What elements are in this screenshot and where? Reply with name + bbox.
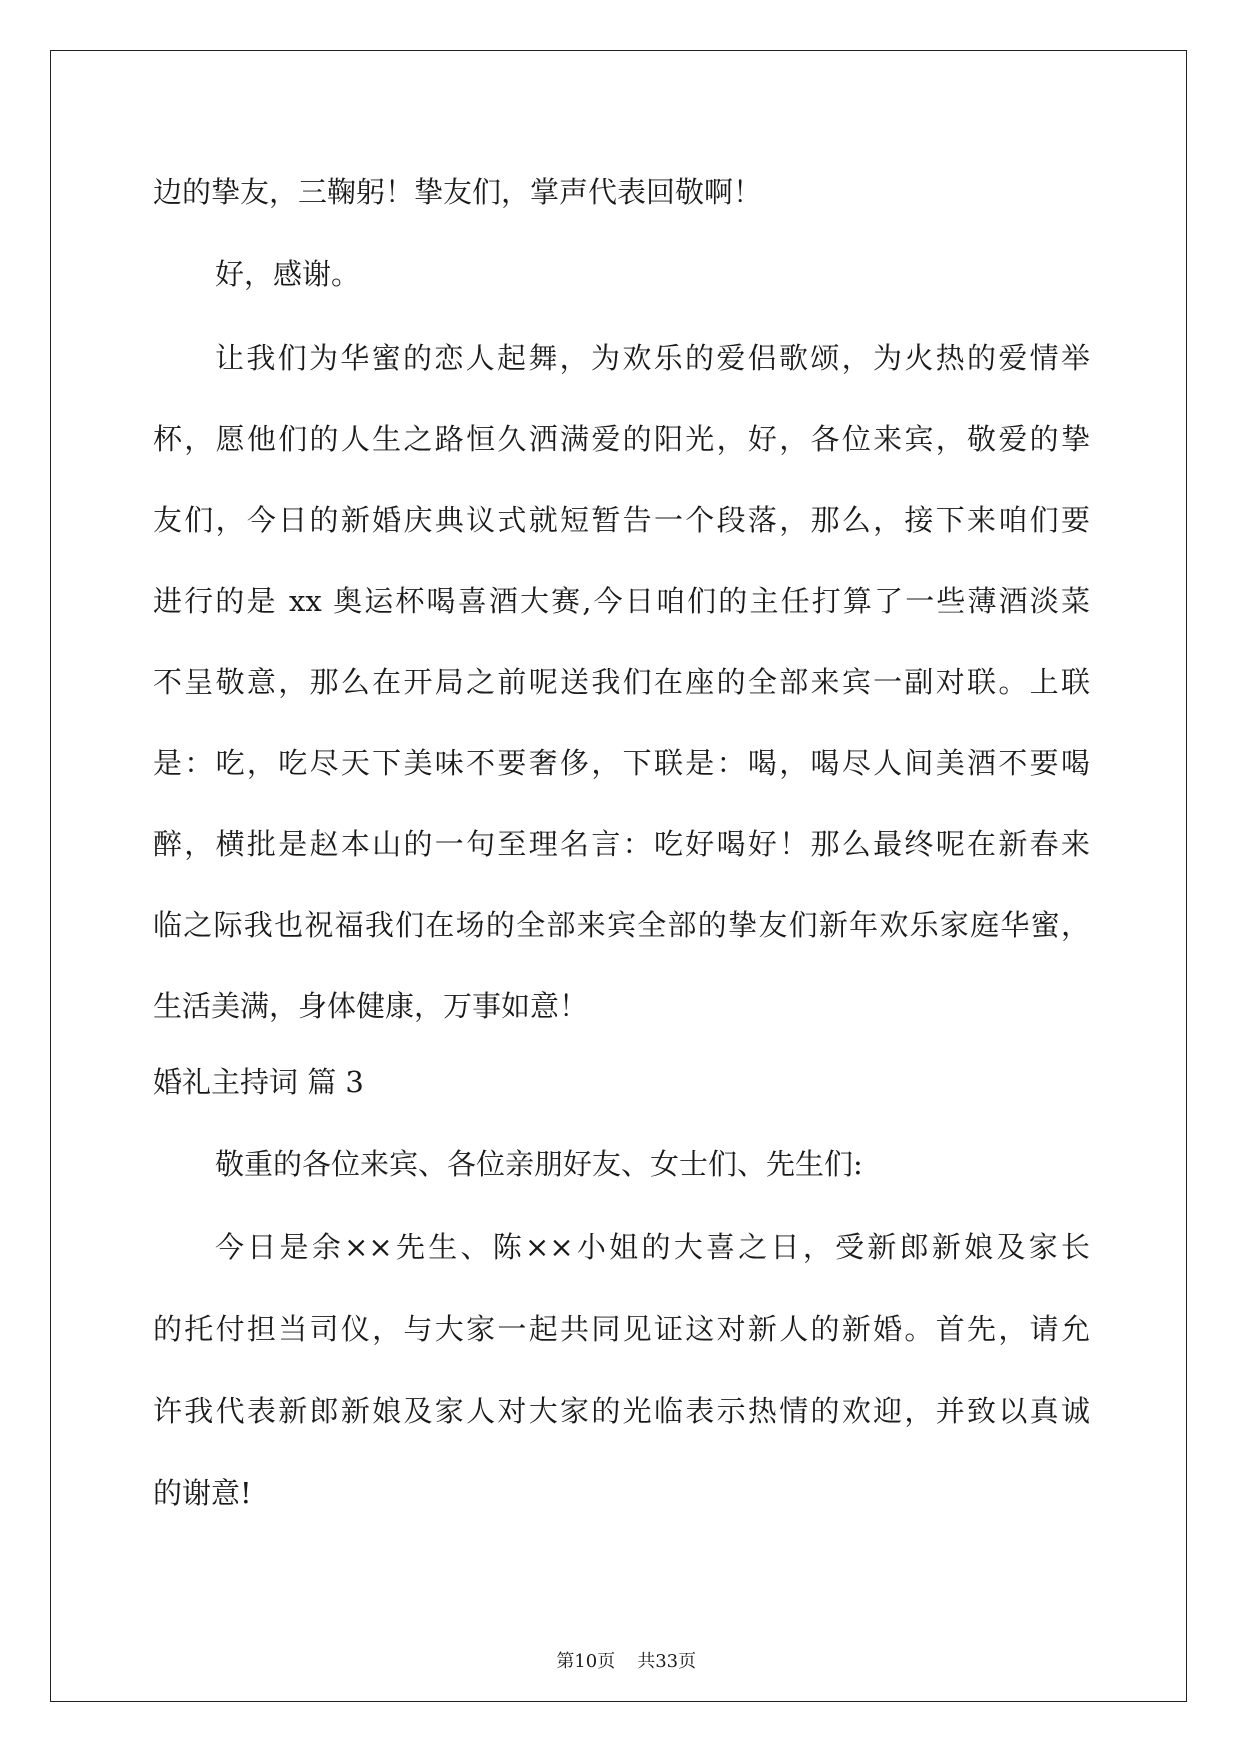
paragraph-line: 友们，今日的新婚庆典议式就短暂告一个段落，那么，接下来咱们要	[153, 503, 1090, 537]
paragraph-line: 敬重的各位来宾、各位亲朋好友、女士们、先生们:	[215, 1147, 863, 1181]
paragraph-line: 杯，愿他们的人生之路恒久洒满爱的阳光，好，各位来宾，敬爱的挚	[153, 422, 1090, 456]
paragraph-line: 醉，横批是赵本山的一句至理名言：吃好喝好！那么最终呢在新春来	[153, 827, 1090, 861]
paragraph-line: 今日是余××先生、陈××小姐的大喜之日，受新郎新娘及家长	[215, 1230, 1090, 1264]
paragraph-line: 许我代表新郎新娘及家人对大家的光临表示热情的欢迎，并致以真诚	[153, 1394, 1090, 1428]
paragraph-line: 边的挚友，三鞠躬！挚友们，掌声代表回敬啊！	[153, 175, 763, 209]
page-border	[50, 50, 1187, 1702]
paragraph-line: 好，感谢。	[215, 257, 361, 291]
page-footer	[0, 1626, 1241, 1672]
paragraph-line: 的托付担当司仪，与大家一起共同见证这对新人的新婚。首先，请允	[153, 1312, 1090, 1346]
current-page-label: 第10页	[556, 1651, 616, 1672]
paragraph-line: 的谢意!	[153, 1476, 252, 1510]
paragraph-line: 是：吃，吃尽天下美味不要奢侈，下联是：喝，喝尽人间美酒不要喝	[153, 746, 1090, 780]
total-pages-label: 共33页	[637, 1651, 697, 1672]
paragraph-line: 生活美满，身体健康，万事如意！	[153, 989, 589, 1023]
paragraph-line: 不呈敬意，那么在开局之前呢送我们在座的全部来宾一副对联。上联	[153, 665, 1090, 699]
section-heading: 婚礼主持词 篇 3	[153, 1065, 364, 1099]
paragraph-line: 进行的是 xx 奥运杯喝喜酒大赛,今日咱们的主任打算了一些薄酒淡菜	[153, 584, 1090, 618]
paragraph-line: 临之际我也祝福我们在场的全部来宾全部的挚友们新年欢乐家庭华蜜，	[153, 908, 1090, 942]
paragraph-line: 让我们为华蜜的恋人起舞，为欢乐的爱侣歌颂，为火热的爱情举	[215, 341, 1090, 375]
